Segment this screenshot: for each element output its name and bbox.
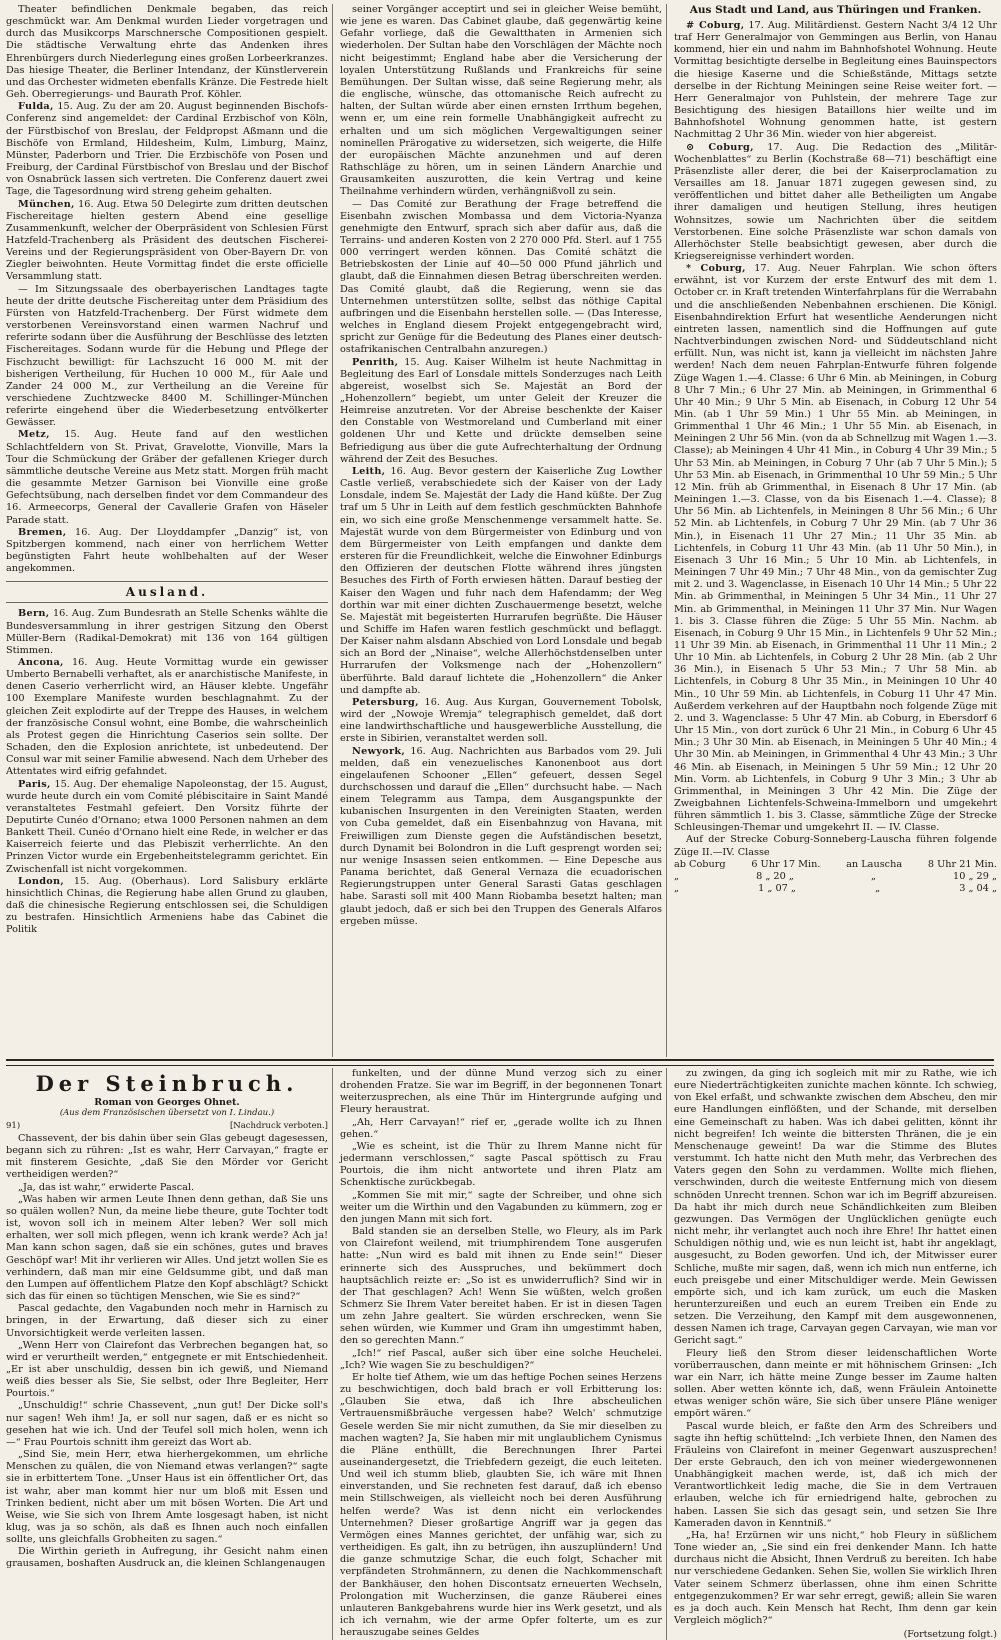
news-item: [340, 199, 662, 357]
timetable-cell: 8 „ 20 „: [756, 870, 794, 882]
news-item: [6, 284, 328, 430]
feuilleton-divider: [6, 1059, 994, 1066]
continued-note: (Fortsetzung folgt.): [903, 1629, 997, 1640]
news-text: 16. Aug. Aus Kurgan, Gouvernement Tobolsk, wird der „Nowoje Wremja“ telegraphisch gemeldet, daß dort eine landwirthschaftliche und hausgewerbliche Ausstellung, die erste in Sibirien, veranstaltet werden soll.: [340, 696, 662, 745]
news-text: 16. Aug. Etwa 50 Delegirte zum dritten deutschen Fischereitage hielten gestern Abend eine gesellige Zusammenkunft, welcher der Oberpräsident von Schlesien Fürst Hatzfeld-Trachenberg als Präsident des deutschen Fischerei-Vereins und der Regierungspräsident von Ober-Bayern Dr. von Ziegler beiwohnten. Heute Vormittag findet die erste officielle Versammlung statt.: [6, 198, 328, 283]
novel-paragraph: Pascal wurde bleich, er faßte den Arm des Schreibers und sagte ihn heftig schüttelnd: „Ich verbiete Ihnen, den Namen des Fräuleins von Clairefont in meiner Gegenwart auszusprechen! Der erste Gebrauch, den ich von meiner wiedergewonnenen Unabhängigkeit machen werde, ist, daß ich mich der Verantwortlichkeit ledig mache, die Sie in dem Vertrauen erlauben, welche ich für erniedrigend halte, gebrochen zu haben. Lassen Sie sich das gesagt sein, und setzen Sie Ihre Kameraden davon in Kenntniß.“: [674, 1420, 997, 1529]
news-text: 17. Aug. Militärdienst. Gestern Nacht 3/4 12 Uhr traf Herr Generalmajor von Gemmingen aus Berlin, von Hanau kommend, hier ein und nahm im Bahnhofshotel Wohnung. Heute Vormittag besichtigte derselbe in Begleitung eines Bauinspectors die hiesige Kaserne und die Schießstände, Mittags setzte derselbe in der Richtung Meiningen seine Reise weiter fort. — Herr Generalmajor von Puhlstein, der mehrere Tage zur Besichtigung des hiesigen Bataillons hier weilte und im Bahnhofshotel Wohnung genommen hatte, ist gestern Nachmittag 2 Uhr 36 Min. wieder von hier abgereist.: [674, 20, 997, 141]
feuilleton-title: Der Steinbruch.: [35, 1071, 299, 1096]
dateline: * Coburg,: [686, 263, 746, 275]
news-text: — Im Sitzungssaale des oberbayerischen Landtages tagte heute der dritte deutsche Fischereitag unter dem Präsidium des Fürsten von Hatzfeld-Trachenberg. Der Fürst widmete dem verstorbenen Vereinsvorstand einen warmen Nachruf und referirte sodann über die Ausführung der Beschlüsse des letzten Fischereitages. Sodann wurde für die Hebung und Pflege der Fischzucht bewilligt: für Lachszucht 16 000 M. mit der bisherigen Vertheilung, für Huchen 10 000 M., für Aale und Zander 24 000 M., zur Vertheilung an die Vereine für verschiedene Zuchtzwecke 8400 M. Schillinger-München referirte eingehend über die Wiederbesetzung entvölkerter Gewässer.: [6, 283, 328, 429]
news-text: Theater befindlichen Denkmale begaben, das reich geschmückt war. Am Denkmal wurden Lieder vorgetragen und durch das Musikcorps Marschnersche Compositionen gespielt. Die städtische Verwaltung ehrte das Andenken ihres Ehrenbürgers durch Niederlegung eines großen Lorbeerkranzes. Das hiesige Theater, die Berliner Intendanz, der Künstlerverein und das Orchester widmeten ebenfalls Kränze. Die Festrede hielt Geh. Oberregierungs- und Baurath Prof. Köhler.: [6, 4, 328, 101]
novel-paragraph: Er holte tief Athem, wie um das heftige Pochen seines Herzens zu beschwichtigen, doch bald brach er voll Erbitterung los: „Glauben Sie etwa, daß ich Ihre abscheulichen Vertrauensmißbräuche vergessen habe? Welch' schmutzige Gesele werden Sie mir nicht zumuthen, da Sie mir dieselben zu machen wagten? Ja, Sie haben mir mit unglaublichem Cynismus die Pläne enthüllt, die Berechnungen Ihrer Partei auseinandergesetzt, die Triebfedern gezeigt, die euch leiteten. Und weil ich stumm blieb, glaubten Sie, ich wäre mit Ihnen einverstanden, und Sie rechneten fest darauf, daß ich ebenso mein Stillschweigen, als vielleicht noch bei deren Ausführung helfen werde? Was ist denn nicht ein verlockendes Unternehmen? Dieser großartige Angriff war ja gegen das Vermögen eines Mannes gerichtet, der unfähig war, sich zu vertheidigen. Es galt, ihn zu betrügen, ihn auszuplündern! Und die ganze schmutzige Schar, die euch folgt, Schacher mit verpfändeten Strohmännern, zu denen die Nachkommenschaft der Bankhäuser, den hohen Discontsatz erneuerten Wechseln, Prolongation mit Wucherzinsen, die ganze Räuberei eines unlauteren Bankgebahrens wurde hier ins Werk gesetzt, und als ich ich vernahm, wie der arme Opfer folterte, um es zur herauszugabe seines Geldes: [340, 1371, 662, 1639]
news-item: [6, 779, 328, 876]
reprint-notice: [Nachdruck verboten.]: [229, 1121, 328, 1131]
novel-paragraph: „Wenn Herr von Clairefont das Verbrechen begangen hat, so wird er verurtheilt werden,“ entgegnete er mit Entschiedenheit. „Er ist aber unschuldig, dessen bin ich gewiß, und Niemand weiß dies besser als Sie, Sie selbst, oder Ihre Begleiter, Herr Pourtois.“: [6, 1339, 328, 1400]
feuilleton-column-1: [6, 1068, 333, 1640]
news-text: 16. Aug. Nachrichten aus Barbados vom 29. Juli melden, daß ein venezuelisches Kanonenboot aus dort eingelaufenen Schooner „Ellen“ gefeuert, dessen Segel durchschossen und darauf die „Ellen“ durchsucht habe. — Nach einem Telegramm aus Tampa, dem Ausgangspunkte der kubanischen Insurgenten in den Vereinigten Staaten, werden von Cuba gemeldet, daß ein Eisenbahnzug von Havana, mit Freiwilligen zum Dienste gegen die Aufständischen besetzt, durch Dynamit bei Bolondron in die Luft gesprengt worden sei; nur wenige Insassen seien entkommen. — Eine Depesche aus Panama berichtet, daß General Vernaza die ecuadorischen Regierungstruppen unter General Sarasti Gatas geschlagen habe. Sarasti soll mit 400 Mann Riobamba besetzt halten; man glaubt jedoch, daß er sich bei den Truppen des Generals Alfaros ergeben müsse.: [340, 745, 662, 927]
novel-paragraph: „Was haben wir armen Leute Ihnen denn gethan, daß Sie uns so quälen wollen? Nun, da meine liebe theure, gute Tochter todt ist, wovon soll ich in meinem Alter leben? Wer soll mich erhalten, wer soll mich pflegen, wenn ich krank werde? Ach ja! Man kann schon sagen, daß sie ein schönes, gutes und braves Geschöpf war! Mit ihr verlieren wir Alles. Und jetzt wollen Sie es verhindern, daß man mir eine Geldsumme gibt, und daß man den Lumpen auf öffentlichem Platze den Kopf abschlägt? Schickt sich das für einen so tüchtigen Menschen, wie Sie es sind?“: [6, 1193, 328, 1303]
regional-news-body: [674, 20, 997, 859]
dateline: Leith,: [352, 465, 386, 477]
news-item: [674, 834, 997, 858]
timetable-cell: 1 „ 07 „: [758, 883, 796, 895]
novel-paragraph: Bald standen sie an derselben Stelle, wo Fleury, als im Park von Clairefont weilend, mit triumphirendem Tone ausgerufen hatte: „Nun wird es bald mit ihnen zu Ende sein!“ Dieser erinnerte sich des Ausspruches, und bekümmert doch hauptsächlich reizte er: „So ist es unwiderruflich? Sind wir in der That geschlagen? Ach! Wenn Sie wüßten, welch großen Schmerz Sie Ihrem Vater bereitet haben. Er ist in diesen Tagen um zehn Jahre gealtert. Sie würden erschrecken, wenn Sie sehen würden, wie Kummer und Gram ihn umgestimmt haben, den so gerechten Mann.“: [340, 1226, 662, 1347]
dateline: Bremen,: [18, 526, 67, 538]
news-item: [6, 876, 328, 937]
timetable-cell: 6 Uhr 17 Min.: [751, 858, 821, 870]
novel-paragraph: „Ha, ha! Erzürnen wir uns nicht,“ hob Fleury in süßlichem Tone wieder an, „Sie sind ein frei denkender Mann. Ich hatte durchaus nicht die Absicht, Ihnen Verdruß zu bereiten. Ich habe nur verschiedene Gedanken. Sehen Sie, wollen Sie wirklich Ihren Vater seinem Schmerz überlassen, ohne ihm einen Schritte entgegenzukommen? Er war sehr erregt, gewiß; allein Sie waren es ja doch auch. Kein Mensch hat Recht, Ihm denn gar kein Vergleich möglich?“: [674, 1529, 997, 1627]
timetable-row: [674, 871, 997, 883]
novel-paragraph: Chassevent, der bis dahin über sein Glas gebeugt dagesessen, begann sich zu rühren: „Ist es wahr, Herr Carvayan,“ fragte er mit finsterem Gesichte, „daß Sie den Mörder vor Gericht vertheidigen werden?“: [6, 1133, 328, 1181]
news-text: 17. Aug. Neuer Fahrplan. Wie schon öfters erwähnt, ist vor Kurzem der erste Entwurf des mit dem 1. October cr. in Kraft tretenden Winterfahrplans für die Werrabahn und die anschließenden Nebenbahnen erschienen. Die Königl. Eisenbahndirektion Erfurt hat wesentliche Aenderungen nicht eintreten lassen, namentlich sind die Hoffnungen auf gute Nachtverbindungen zwischen Nord- und Süddeutschland nicht erfüllt. Nun, was nicht ist, kann ja vielleicht im nächsten Jahre werden! Nach dem neuen Fahrplan-Entwurfe führen folgende Züge Wagen 1.—4. Classe: 6 Uhr 6 Min. ab Meiningen, in Coburg 8 Uhr 7 Min.; 6 Uhr 27 Min. ab Meiningen, in Grimmenthal 6 Uhr 40 Min.; 9 Uhr 5 Min. ab Eisenach, in Coburg 12 Uhr 54 Min. (ab 1 Uhr 59 Min.) 1 Uhr 55 Min. ab Meiningen, in Grimmenthal 1 Uhr 46 Min.; 1 Uhr 55 Min. ab Eisenach, in Meiningen 2 Uhr 56 Min. (von da ab Schnellzug mit Wagen 1.—3. Classe); ab Meiningen 4 Uhr 41 Min., in Coburg 4 Uhr 39 Min.; 5 Uhr 53 Min. ab Meiningen, in Coburg 7 Uhr (ab 7 Uhr 5 Min.); 5 Uhr 53 Min. ab Eisenach, in Grimmenthal 10 Uhr 59 Min.; 5 Uhr 12 Min. früh ab Grimmenthal, in Eisenach 8 Uhr 17 Min. (ab Meiningen 1.—3. Classe, von da bis Eisenach 1.—4. Classe); 8 Uhr 56 Min. ab Lichtenfels, in Meiningen 8 Uhr 56 Min.; 6 Uhr 52 Min. ab Lichtenfels, in Coburg 7 Uhr 29 Min. (ab 7 Uhr 36 Min.), in Eisenach 11 Uhr 27 Min.; 11 Uhr 35 Min. ab Lichtenfels, in Coburg 11 Uhr 43 Min. (ab 11 Uhr 50 Min.), in Eisenach 3 Uhr 16 Min.; 5 Uhr 10 Min. ab Lichtenfels, in Meiningen 7 Uhr 49 Min.; 7 Uhr 48 Min., von da gemischter Zug mit 2. und 3. Wagenclasse, in Eisenach 10 Uhr 14 Min.; 5 Uhr 22 Min. ab Grimmenthal, in Meiningen 5 Uhr 34 Min., 11 Uhr 27 Min. ab Grimmenthal, in Meiningen 11 Uhr 37 Min. Nur Wagen 1. bis 3. Classe führen die Züge: 5 Uhr 55 Min. Nachm. ab Eisenach, in Coburg 9 Uhr 15 Min., in Lichtenfels 9 Uhr 52 Min.; 11 Uhr 39 Min. ab Eisenach, in Grimmenthal 11 Uhr 11 Min.; 2 Uhr 10 Min. ab Lichtenfels, in Coburg 2 Uhr 28 Min. (ab 2 Uhr 36 Min.), in Eisenach 5 Uhr 53 Min.; 7 Uhr 58 Min. ab Lichtenfels, in Coburg 8 Uhr 35 Min., in Meiningen 10 Uhr 40 Min., 10 Uhr 59 Min. ab Lichtenfels, in Coburg 11 Uhr 47 Min. Außerdem verkehren auf der Hauptbahn noch folgende Züge mit 2. und 3. Wagenclasse: 5 Uhr 47 Min. ab Coburg, in Ebersdorf 6 Uhr 15 Min., von dort zurück 6 Uhr 21 Min., in Coburg 6 Uhr 45 Min.; 3 Uhr 30 Min. ab Eisenach, in Meiningen 5 Uhr 40 Min.; 4 Uhr 30 Min. ab Meiningen, in Grimmenthal 4 Uhr 43 Min.; 3 Uhr 46 Min. ab Eisenach, in Meiningen 5 Uhr 59 Min.; 12 Uhr 20 Min. Vorm. ab Lichtenfels, in Coburg 9 Uhr 3 Min.; 3 Uhr ab Grimmenthal, in Meiningen 3 Uhr 42 Min. Die Züge der Zweigbahnen Lichtenfels-Schweina-Immelborn und umgekehrt führen sämmtlich 1. bis 3. Classe, sämmtliche Züge der Strecke Schleusingen-Themar und umgekehrt II. — IV. Classe.: [674, 263, 997, 834]
news-text: 15. Aug. Zu der am 20. August beginnenden Bischofs-Conferenz sind angemeldet: der Cardinal Erzbischof von Köln, der Fürstbischof von Breslau, der Feldpropst Aßmann und die Bischöfe von Ermland, Hildesheim, Kulm, Limburg, Mainz, Münster, Paderborn und Trier. Die Erzbischöfe von Posen und Freiburg, der Cardinal Fürstbischof von Breslau und der Bischof von Osnabrück lassen sich vertreten. Die Conferenz dauert zwei Tage, die Tagesordnung wird streng geheim gehalten.: [6, 101, 328, 198]
feuilleton-column-3: [674, 1068, 1001, 1640]
news-item: [340, 466, 662, 697]
dateline: Metz,: [18, 429, 50, 441]
dateline: Ancona,: [18, 656, 64, 668]
news-section: [6, 4, 997, 1057]
news-column-1: [6, 4, 333, 1057]
novel-paragraph: „Wie es scheint, ist die Thür zu Ihrem Manne nicht für jedermann verschlossen,“ sagte Pascal spöttisch zu Frau Pourtois, die ihm nicht antwortete und ihren Platz am Schenktische zurückbegab.: [340, 1140, 662, 1189]
dateline: Paris,: [18, 778, 51, 790]
novel-paragraph: Die Wirthin gerieth in Aufregung, ihr Gesicht nahm einen grausamen, boshaften Ausdruck an, die kleinen Schlangenaugen: [6, 1546, 328, 1570]
dateline: Penrith,: [352, 356, 399, 368]
news-text: 15. Aug. Kaiser Wilhelm ist heute Nachmittag in Begleitung des Earl of Lonsdale mittels Sonderzuges nach Leith abgereist, woselbst sich Se. Majestät an Bord der „Hohenzollern“ begiebt, um unter Geleit der Kreuzer die Heimreise anzutreten. Vor der Abreise beschenkte der Kaiser den Constable von Westmoreland und Cumberland mit einer goldenen Uhr und Kette und drückte demselben seine Befriedigung aus über die gute Aufrechterhaltung der Ordnung während der Zeit des Besuches.: [340, 356, 662, 465]
news-item: [6, 527, 328, 576]
timetable-cell: ab Coburg: [674, 858, 726, 870]
feuilleton-section: [6, 1068, 997, 1640]
news-text: 17. Aug. Die Redaction des „Militär-Wochenblattes“ zu Berlin (Kochstraße 68—71) beschäftigt eine Präsenzliste aller derer, die bei der Kaiserproclamation zu Versailles am 18. Januar 1871 zugegen gewesen sind, zu veröffentlichen und bittet daher alle Betheiligten um Angabe ihrer damaligen und heutigen Stellung, ihres heutigen Wohnsitzes, sowie um Nachrichten über die seitdem Verstorbenen. Eine solche Präsenzliste war schon damals von Allerhöchster Stelle beabsichtigt gewesen, aber durch die Kriegsereignisse verhindert worden.: [674, 141, 997, 262]
news-text: 15. Aug. (Oberhaus). Lord Salisbury erklärte hinsichtlich Chinas, die Regierung habe allen Grund zu glauben, daß die chinesische Regierung entschlossen sei, die Schuldigen zu bestrafen. Hinsichtlich Armeniens habe das Cabinet die Politik: [6, 875, 328, 936]
dateline: Petersburg,: [352, 696, 419, 708]
news-item: [674, 263, 997, 834]
timetable-cell: 10 „ 29 „: [953, 870, 997, 882]
news-item: [340, 697, 662, 746]
novel-paragraph: Fleury ließ den Strom dieser leidenschaftlichen Worte vorüberrauschen, dann meinte er mit höhnischem Grinsen: „Ich war ein Narr, ich hätte meine Zunge besser im Zaume halten sollen. Aber wetten könnte ich, daß, wenn Fräulein Antoinette etwas weniger schön wäre, Sie sich über unsere Pläne weniger empört wären.“: [674, 1347, 997, 1420]
news-item: [340, 4, 662, 199]
news-column-3: [674, 4, 1001, 1057]
news-item: [6, 429, 328, 526]
news-item: [6, 4, 328, 101]
timetable-cell: „: [875, 883, 881, 895]
timetable-row: [674, 883, 997, 895]
news-column-2: [340, 4, 667, 1057]
novel-paragraph: „Ah, Herr Carvayan!“ rief er, „gerade wollte ich zu Ihnen gehen.“: [340, 1116, 662, 1140]
timetable-cell: „: [870, 870, 876, 882]
feuilleton-column-2: [340, 1068, 667, 1640]
news-text: 16. Aug. Bevor gestern der Kaiserliche Zug Lowther Castle verließ, verabschiedete sich der Kaiser von der Lady Lonsdale, indem Se. Majestät der Lady die Hand küßte. Der Zug traf um 5 Uhr in Leith auf dem festlich geschmückten Bahnhofe ein, wo sich eine große Menschenmenge versammelt hatte. Se. Majestät wurde von dem Bürgermeister von Edinburg und von dem Bürgermeister von Leith empfangen und dankte dem ersteren für die Freundlichkeit, welche die Einwohner Edinburgs den Offizieren der deutschen Flotte während ihres jüngsten Besuches des Firth of Forth erwiesen hätten. Darauf bestieg der Kaiser den Wagen und fuhr nach dem Hafendamm; der Weg dorthin war mit einer dichten Zuschauermenge besetzt, welche Se. Majestät mit begeisterten Hurrarufen begrüßte. Die Häuser und Schiffe im Hafen waren festlich geschmückt und beflaggt. Der Kaiser nahm alsdann Abschied von Lord Lonsdale und begab sich an Bord der „Ninaise“, welche Allerhöchstdenselben unter Hurrarufen der Volksmenge nach der „Hohenzollern“ überführte. Bald darauf lichtete die „Hohenzollern“ die Anker und dampfte ab.: [340, 465, 662, 696]
section-heading: Ausland.: [6, 581, 328, 603]
news-item: [6, 608, 328, 657]
timetable-row: [674, 859, 997, 871]
novel-paragraph: funkelten, und der dünne Mund verzog sich zu einer drohenden Fratze. Sie war im Begriff, in der begonnenen Tonart weiterzusprechen, als eine Thür im Hintergrunde aufging und Fleury heraustrat.: [340, 1068, 662, 1116]
dateline: Bern,: [18, 608, 50, 620]
novel-paragraph: „Ich!“ rief Pascal, außer sich über eine solche Heuchelei. „Ich? Wie wagen Sie zu beschuldigen?“: [340, 1347, 662, 1371]
news-text: 16. Aug. Heute Vormittag wurde ein gewisser Umberto Bernabelli verhaftet, als er anarchistische Manifeste, in denen Caserio verherrlicht wird, an Häuser klebte. Ungefähr 100 Exemplare Manifeste wurden beschlagnahmt. Zu der gleichen Zeit explodirte auf der Treppe des Hauses, in welchem der französische Consul wohnt, eine Bombe, die wahrscheinlich als Protest gegen die Hinrichtung Caserios sein sollte. Der Schaden, den die Explosion anrichtete, ist unbedeutend. Der Consul war mit seiner Familie abwesend. Nach dem Urheber des Attentates wird eifrig gefahndet.: [6, 656, 328, 778]
novel-paragraph: Pascal gedachte, den Vagabunden noch mehr in Harnisch zu bringen, in der Erwartung, daß dieser sich zu einer Unvorsichtigkeit werde verleiten lassen.: [6, 1303, 328, 1339]
dateline: Fulda,: [18, 101, 54, 113]
novel-paragraph: zu zwingen, da ging ich sogleich mit mir zu Rathe, wie ich eure Niederträchtigkeiten zunichte machen könnte. Ich schwieg, von Ekel erfaßt, und schwankte zwischen dem Abscheu, den mir eure Handlungen einflößten, und der Schande, mit derselben eine Gemeinschaft zu haben. Was ich dabei gelitten, könnt ihr nicht begreifen! Ich weinte die bittersten Thränen, die je ein Menschenauge geweint! Da war die Stimme des Blutes verstummt. Ich hatte nicht den Muth mehr, das Verbrechen des Vaters gegen den Sohn zu verdammen. Wollte mich fliehen, verschwinden, durch die weiteste Entfernung mich von diesem schnöden Unrecht trennen. Schon war ich im Begriff abzureisen. Da habt ihr mich durch neue Schändlichkeiten zum Bleiben gezwungen. Das Vermögen der Unglücklichen genügte euch nicht mehr, ihr verlangtet auch noch ihre Ehre! Ihr hattet einen Schuldigen nöthig und, wie es nun leicht ist, habt ihr angeklagt, ausgesucht, zu Boden geworfen. Und ich, der Mitwisser eurer Schliche, mußte mir sagen, daß, wenn ich mich nun entferne, ich euch preisgebe und einer Mitschuldiger werde. Mein Gewissen empörte sich, und ich kam zurück, um euch die Masken herunterzureißen und euch an eurem Treiben ein Ende zu setzen. Die Verzeihung, den Kampf mit dem ausgewonnenen, dessen Namen ich trage, Carvayan gegen Carvayan, wie man vor Gericht sagt.“: [674, 1068, 997, 1347]
news-text: 16. Aug. Der Lloyddampfer „Danzig“ ist, von Spitzbergen kommend, nach einer von herrlichem Wetter begünstigten Fahrt heute wohlbehalten auf der Weser angekommen.: [6, 526, 328, 575]
timetable-cell: 3 „ 04 „: [959, 883, 997, 895]
news-item: [340, 357, 662, 466]
dateline: Newyork,: [352, 745, 406, 757]
regional-news-heading: Aus Stadt und Land, aus Thüringen und Franken.: [689, 4, 982, 16]
news-text: 16. Aug. Zum Bundesrath an Stelle Schenks wählte die Bundesversammlung in ihrer gestrigen Sitzung den Oberst Müller-Bern (Radikal-Demokrat) mit 136 von 164 gültigen Stimmen.: [6, 608, 328, 656]
feuilleton-meta: [6, 1121, 328, 1131]
news-text: — Das Comité zur Berathung der Frage betreffend die Eisenbahn zwischen Mombassa und dem Victoria-Nyanza genehmigte den Entwurf, sprach sich aber dafür aus, daß die Terrains- und anderen Kosten von 2 270 000 Pfd. Sterl. auf 1 755 000 verringert werden können. Das Comité schätzt die Betriebskosten der Linie auf 40—50 000 Pfund jährlich und glaubt, daß die Einnahmen diesen Betrag überschreiten werden. Das Comité glaubt, daß die Regierung, wenn sie das Unternehmen unterstützen sollte, selbst das nöthige Capital aufbringen und die Eisenbahn herstellen solle. — (Das Interesse, welches in England diesem Projekt entgegengebracht wird, spricht zur Genüge für die Bedeutung des Planes einer deutsch-ostafrikanischen Centralbahn anzuregen.): [340, 198, 662, 356]
news-text: seiner Vorgänger acceptirt und sei in gleicher Weise bemüht, wie jene es waren. Das Cabinet glaube, daß gegenwärtig keine Gefahr vorliege, daß die Gewaltthaten in Armenien sich wiederholen. Der Sultan habe den Vorschlägen der Mächte noch nicht beigestimmt; England habe aber die Versicherung der loyalen Unterstützung Rußlands und Frankreichs für seine Bemühungen. Der Sultan wisse, daß seine Regierung mehr, als die englische, wünsche, das ottomanische Reich aufrecht zu halten, der Sultan würde aber einen ernsten Irrthum begehen, wenn er, um eine rein formelle Unabhängigkeit aufrecht zu erhalten und um sich möglichen Vergewaltigungen seiner nominellen Prärogative zu widersetzen, sich weigerte, die Hilfe der europäischen Mächte anzunehmen und auf deren Rathschläge zu hören, um in seinen Ländern Anarchie und Grausamkeiten auszurotten, die kein Vertrag und keine Theilnahme verhindern würden, verhängnißvoll zu sein.: [340, 4, 662, 198]
news-item: [6, 199, 328, 284]
news-text: 15. Aug. Heute fand auf den westlichen Schlachtfeldern von St. Privat, Gravelotte, Vionville, Mars la Tour die Schmückung der Gräber der gefallenen Krieger durch sämmtliche deutsche Vereine aus Metz statt. Morgen früh macht die gesammte Metzer Garnison bei Vionville eine große Gefechtsübung, nach derselben findet vor dem Commandeur des 16. Armeecorps, General der Cavallerie Grafen von Häseler Parade statt.: [6, 429, 328, 526]
dateline: ⊙ Coburg,: [686, 141, 754, 153]
novel-paragraph: „Sind Sie, mein Herr, etwa hierhergekommen, um ehrliche Menschen zu quälen, die von Niemand etwas verlangen?“ sagte sie in erbittertem Tone. „Unser Haus ist ein öffentlicher Ort, das ist wahr, aber man kommt hier nur um bloß mit Essen und Trinken bedient, nicht aber um mit bösen Worten. Die Art und Weise, wie Sie sich von Ihrem Amte losgesagt haben, ist nicht klug, was ja so schön, als daß es Ihnen auch noch einfallen sollte, uns gleichfalls Grobheiten zu sagen.“: [6, 1449, 328, 1546]
news-text: 15. Aug. Der ehemalige Napoleonstag, der 15. August, wurde heute durch ein vom Comité plébiscitaire in Saint Mandé veranstaltetes Festmahl gefeiert. Den Vorsitz führte der Deputirte Cunéo d'Ornano; etwa 1000 Personen nahmen an dem Bankett Theil. Cunéo d'Ornano hielt eine Rede, in welcher er das Kaiserreich feierte und das Plebiszit verherrlichte. An den Prinzen Victor wurde ein Ergebenheitstelegramm gerichtet. Ein Zwischenfall ist nicht vorgekommen.: [6, 778, 328, 875]
timetable-cell: „: [674, 870, 680, 882]
dateline: # Coburg,: [686, 20, 745, 31]
novel-paragraph: „Ja, das ist wahr,“ erwiderte Pascal.: [18, 1181, 195, 1193]
novel-paragraph: „Kommen Sie mit mir,“ sagte der Schreiber, und ohne sich weiter um die Wirthin und den Vagabunden zu kümmern, zog er den jungen Mann mit sich fort.: [340, 1189, 662, 1225]
news-item: [6, 657, 328, 779]
novel-paragraph: „Unschuldig!“ schrie Chassevent, „nun gut! Der Dicke soll's nur sagen! Weh ihm! Ja, er soll nur sagen, daß er es nicht so gesehen hat wie ich. Und der Teufel soll mich holen, wenn ich —“ Frau Pourtois schnitt ihm gereizt das Wort ab.: [6, 1400, 328, 1448]
feuilleton-translator: (Aus dem Französischen übersetzt von I. Lindau.): [59, 1108, 275, 1118]
feuilleton-text-1: [6, 1133, 328, 1571]
feuilleton-subtitle: Roman von Georges Ohnet.: [94, 1097, 240, 1108]
timetable-cell: an Lauscha: [846, 858, 903, 870]
dateline: London,: [18, 875, 65, 887]
news-text: Auf der Strecke Coburg-Sonneberg-Lauscha führen folgende Züge II.—IV. Classe: [674, 834, 997, 858]
news-item: [340, 746, 662, 928]
dateline: München,: [18, 198, 75, 210]
news-item: [674, 20, 997, 142]
timetable-cell: 8 Uhr 21 Min.: [927, 858, 997, 870]
timetable-cell: „: [674, 883, 680, 895]
feuilleton-text-3: [674, 1068, 997, 1627]
news-item: [674, 142, 997, 264]
installment-number: 91): [6, 1121, 21, 1131]
news-item: [6, 101, 328, 198]
timetable: [674, 859, 997, 895]
